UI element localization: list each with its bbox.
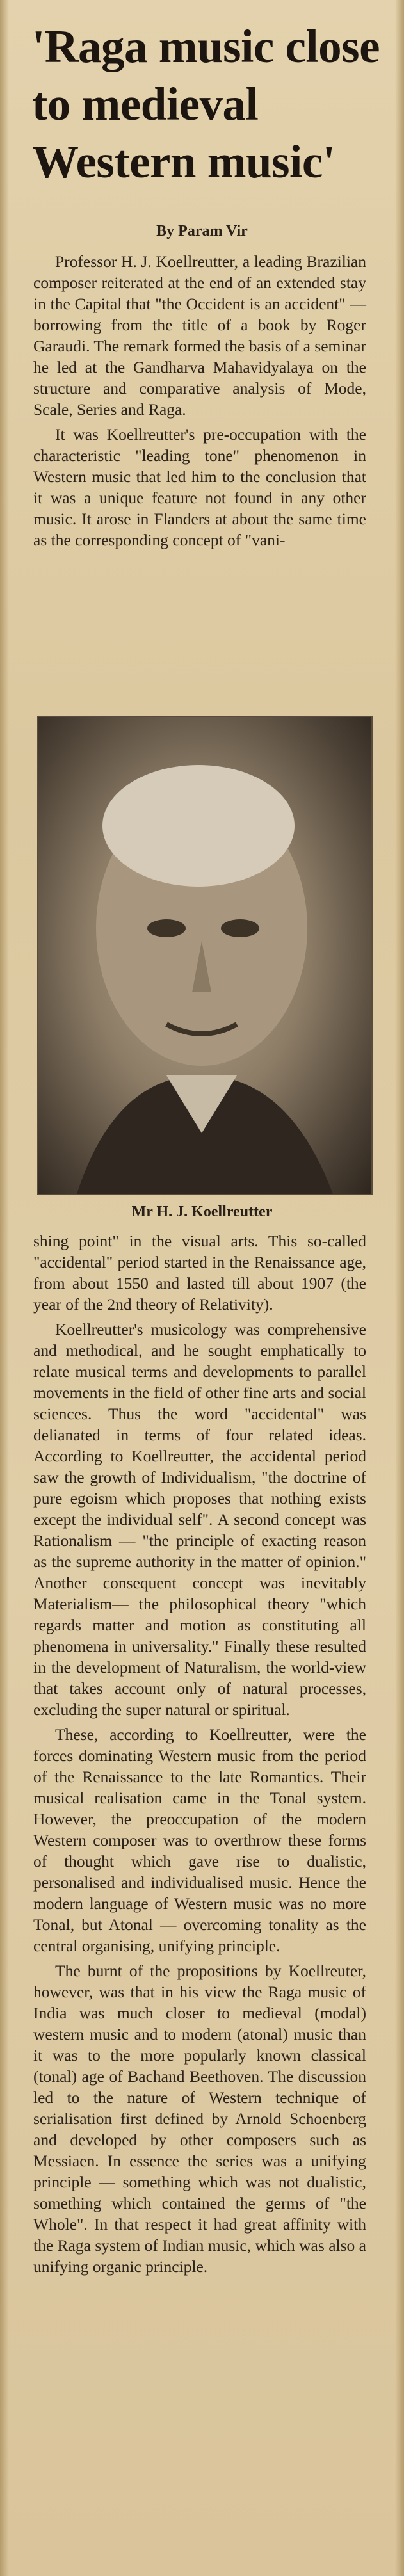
headline-line-2: to medieval	[32, 78, 259, 130]
paragraph: Koellreutter's musicology was comprehensive and methodical, and he sought emphatically to relate musical terms and developments to parallel movements in the field of other fine arts and social sciences. Thus the word "accidental" was delianated in terms of four related ideas. According to Koellreutter, the accidental period saw the growth of Individualism, "the doctrine of pure egoism which proposes that nothing exists except the individual self". A second concept was Rationalism — "the principle of exacting reason as the supreme authority in the matter of opinion." Another consequent concept was inevitably Materialism— the philosophical theory "which regards matter and motion as constituting all phenomena in universality." Finally these resulted in the development of Naturalism, the world-view that takes account only of natural processes, excluding the super natural or spiritual.	[33, 1320, 366, 1719]
paper-edge-right	[395, 0, 404, 2576]
paragraph: Professor H. J. Koellreutter, a leading Brazilian composer reiterated at the end of an extended stay in the Capital that "the Occident is an accident" — borrowing from the title of a book by Roger Garaudi. The remark formed the basis of a seminar he led at the Gandharva Mahavidyalaya on the structure and comparative analysis of Mode, Scale, Series and Raga.	[33, 252, 366, 419]
article-body-top	[33, 251, 366, 554]
photo-caption: Mr H. J. Koellreutter	[131, 1203, 273, 1220]
headline	[32, 18, 391, 191]
byline: By Param Vir	[156, 223, 248, 239]
portrait-photo-icon	[38, 717, 371, 1194]
paragraph: shing point" in the visual arts. This so-called "accidental" period started in the Renaissance age, from about 1550 and lasted till about 1907 (the year of the 2nd theory of Relativity).	[33, 1232, 366, 1314]
article-body-bottom	[33, 1230, 366, 2281]
paragraph: The burnt of the propositions by Koellreuter, however, was that in his view the Raga music of India was much closer to medieval (modal) western music and to modern (atonal) music than it was to the more popularly known classical (tonal) age of Bachand Beethoven. The discussion led to the nature of Western technique of serialisation first defined by Arnold Schoenberg and developed by other composers such as Messiaen. In essence the series was a unifying principle — something which was not dualistic, something which contained the germs of "the Whole". In that respect it had great affinity with the Raga system of Indian music, which was also a unifying organic principle.	[33, 1961, 366, 2276]
paragraph: These, according to Koellreutter, were the forces dominating Western music from the period of the Renaissance to the late Romantics. Their musical realisation came in the Tonal system. However, the preoccupation of the modern Western composer was to overthrow these forms of thought which gave rise to dualistic, personalised and individualised music. Hence the modern language of Western music was no more Tonal, but Atonal — overcoming tonality as the central organising, unifying principle.	[33, 1725, 366, 1955]
paragraph: It was Koellreutter's pre-occupation with the characteristic "leading tone" phenomenon in Western music that led him to the conclusion that it was a unique feature not found in any other music. It arose in Flanders at about the same time as the corresponding concept of "vani-	[33, 425, 366, 549]
paper-edge-left	[0, 0, 9, 2576]
portrait-photo	[37, 716, 373, 1195]
headline-line-3: Western music'	[32, 136, 335, 188]
headline-line-1: 'Raga music close	[32, 20, 380, 72]
